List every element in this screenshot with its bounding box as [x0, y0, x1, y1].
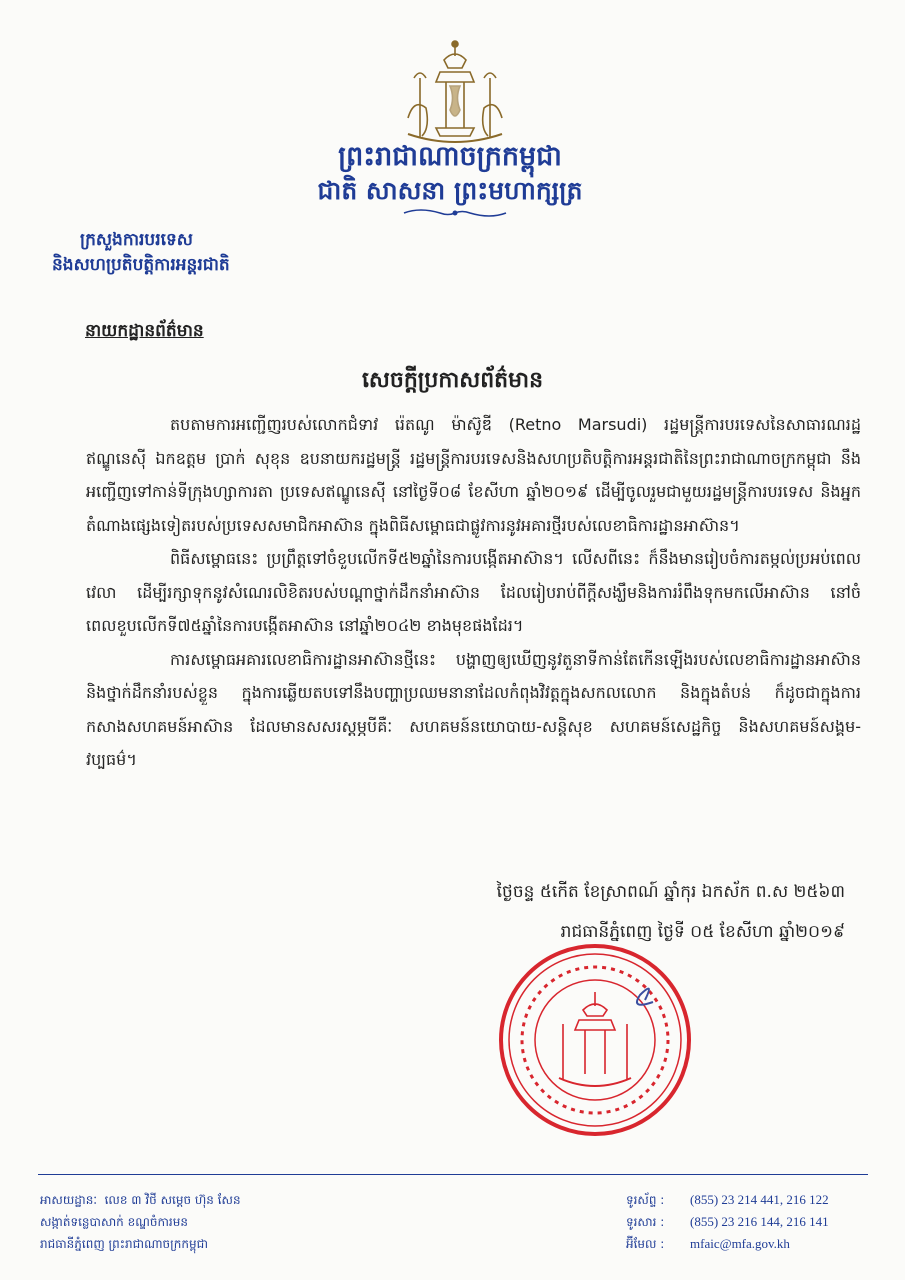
footer-divider: [38, 1174, 868, 1175]
fax-label: ទូរសារ :: [626, 1215, 665, 1229]
footer-contacts: [626, 1189, 876, 1255]
email-label: អ៊ីមែល :: [626, 1237, 665, 1251]
national-motto: ជាតិ សាសនា ព្រះមហាក្សត្រ: [317, 176, 583, 205]
footer-address: [40, 1189, 400, 1255]
fax-number: (855) 23 216 144, 216 141: [690, 1214, 829, 1229]
address-line-1: លេខ ៣ វិថី សម្តេច ហ៊ុន សែន: [104, 1193, 241, 1207]
phone-label: ទូរស័ព្ទ :: [626, 1193, 665, 1207]
ministry-seal-icon: [495, 940, 695, 1140]
kingdom-heading: [300, 140, 600, 208]
ornamental-divider-icon: [400, 207, 510, 219]
address-line-3: រាជធានីភ្នំពេញ ព្រះរាជាណាចក្រកម្ពុជា: [40, 1237, 208, 1251]
department-name: នាយកដ្ឋានព័ត៌មាន: [85, 321, 204, 341]
press-release-body: [86, 408, 861, 777]
page-title: សេចក្តីប្រកាសព័ត៌មាន: [361, 368, 544, 393]
phone-number: (855) 23 214 441, 216 122: [690, 1192, 829, 1207]
paragraph-1: តបតាមការអញ្ជើញរបស់លោកជំទាវ រ៉េតណូ ម៉ាស៊ូឌី (Retno Marsudi) រដ្ឋមន្ត្រីការបរទេសនៃសាធារណរដ្ឋឥណ្ឌូនេស៊ី ឯកឧត្តម ប្រាក់ សុខុន ឧបនាយករដ្ឋមន្ត្រី រដ្ឋមន្ត្រីការបរទេសនិងសហប្រតិបត្តិការអន្តរជាតិនៃព្រះរាជាណាចក្រកម្ពុជា នឹងអញ្ជើញទៅកាន់ទីក្រុងហ្សាការតា ប្រទេសឥណ្ឌូនេស៊ី នៅថ្ងៃទី០៨ ខែសីហា ឆ្នាំ២០១៩ ដើម្បីចូលរួមជាមួយរដ្ឋមន្ត្រីការបរទេស និងអ្នកតំណាងផ្សេងទៀតរបស់ប្រទេសសមាជិកអាស៊ាន ក្នុងពិធីសម្ពោធជាផ្លូវការនូវអគារថ្មីរបស់លេខាធិការដ្ឋានអាស៊ាន។: [86, 415, 861, 535]
ministry-name: [52, 228, 312, 278]
solar-date: រាជធានីភ្នំពេញ ថ្ងៃទី ០៥ ខែសីហា ឆ្នាំ២០១៩: [560, 922, 845, 942]
ministry-line-2: និងសហប្រតិបត្តិការអន្តរជាតិ: [52, 255, 230, 275]
paragraph-2: ពិធីសម្ពោធនេះ ប្រព្រឹត្តទៅចំខួបលើកទី៥២ឆ្នាំនៃការបង្កើតអាស៊ាន។ លើសពីនេះ ក៏នឹងមានរៀបចំការតម្កល់ប្រអប់ពេលវេលា ដើម្បីរក្សាទុកនូវសំណេរលិខិតរបស់បណ្តាថ្នាក់ដឹកនាំអាស៊ាន ដែលរៀបរាប់ពីក្តីសង្ឃឹមនិងការរំពឹងទុកមកលើអាស៊ាន នៅចំពេលខួបលើកទី៧៥ឆ្នាំនៃការបង្កើតអាស៊ាន នៅឆ្នាំ២០៤២ ខាងមុខផងដែរ។: [86, 549, 861, 635]
paragraph-3: ការសម្ពោធអគារលេខាធិការដ្ឋានអាស៊ានថ្មីនេះ បង្ហាញឲ្យឃើញនូវតួនាទីកាន់តែកើនឡើងរបស់លេខាធិការដ្ឋានអាស៊ាន និងថ្នាក់ដឹកនាំរបស់ខ្លួន ក្នុងការឆ្លើយតបទៅនឹងបញ្ហាប្រឈមនានាដែលកំពុងវិវត្តក្នុងសកលលោក និងក្នុងតំបន់ ក៏ដូចជាក្នុងការកសាងសហគមន៍អាស៊ាន ដែលមានសសរស្តម្ភបីគឺៈ សហគមន៍នយោបាយ-សន្តិសុខ សហគមន៍សេដ្ឋកិច្ច និងសហគមន៍សង្គម-វប្បធម៌។: [86, 649, 861, 769]
email-link[interactable]: mfaic@mfa.gov.kh: [690, 1236, 790, 1251]
ministry-line-1: ក្រសួងការបរទេស: [80, 230, 193, 250]
kingdom-name: ព្រះរាជាណាចក្រកម្ពុជា: [338, 141, 562, 172]
address-label: អាសយដ្ឋានៈ: [40, 1193, 97, 1207]
royal-coat-of-arms-icon: [400, 38, 510, 150]
address-line-2: សង្កាត់ទន្លេបាសាក់ ខណ្ឌចំការមន: [40, 1215, 188, 1229]
lunar-date: ថ្ងៃចន្ទ ៥កើត ខែស្រាពណ៍ ឆ្នាំកុរ ឯកស័ក ព.ស ២៥៦៣: [496, 882, 845, 902]
